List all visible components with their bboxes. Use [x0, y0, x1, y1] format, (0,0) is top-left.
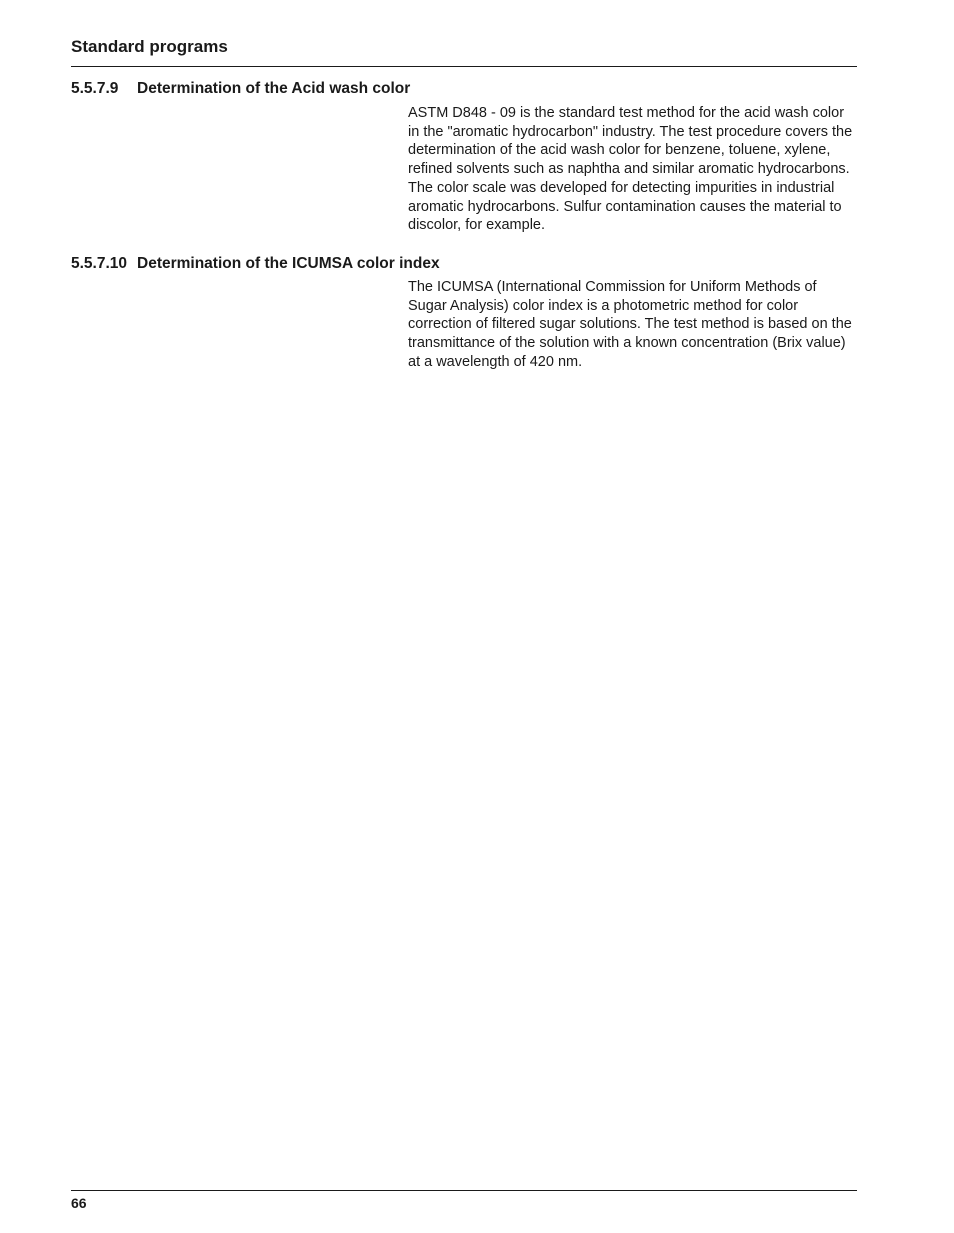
section-body-acid-wash: ASTM D848 - 09 is the standard test method for the acid wash color in the "aromatic hydrocarbon" industry. The test procedure covers the determination of the acid wash color for benzene, toluene, xylene, refined solvents such as naphtha and similar aromatic hydrocarbons. The color scale was developed for detecting impurities in industrial aromatic hydrocarbons. Sulfur contamination causes the material to discolor, for example.: [408, 105, 853, 234]
page-header-title: Standard programs: [71, 37, 228, 56]
section-body-icumsa: The ICUMSA (International Commission for Uniform Methods of Sugar Analysis) color index is a photometric method for color correction of filtered sugar solutions. The test method is based on the transmittance of the solution with a known concentration (Brix value) at a wavelength of 420 nm.: [408, 279, 852, 370]
page-header: [71, 36, 857, 67]
page-footer: [71, 1190, 857, 1211]
section-heading-acid-wash: [71, 79, 410, 99]
section-number: 5.5.7.9: [71, 80, 119, 97]
page-number: 66: [71, 1195, 87, 1211]
section-number: 5.5.7.10: [71, 255, 128, 272]
section-heading-icumsa: [71, 254, 440, 274]
section-title: Determination of the Acid wash color: [137, 80, 411, 97]
section-title: Determination of the ICUMSA color index: [137, 255, 440, 272]
